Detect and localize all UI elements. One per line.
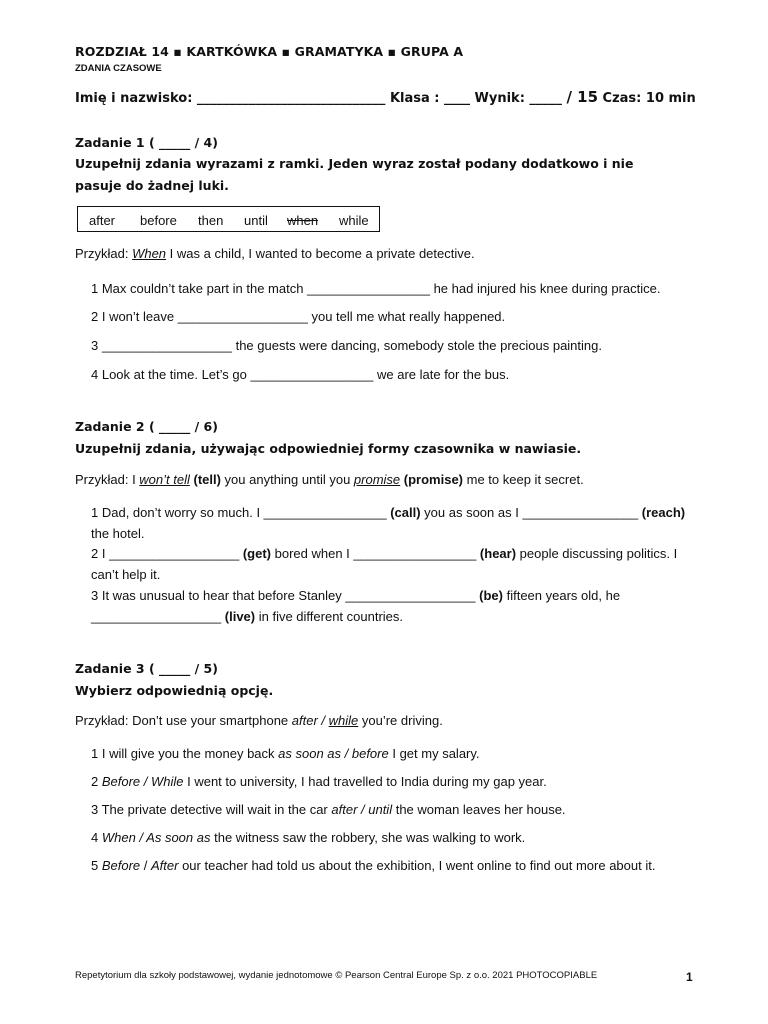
item-number: 2 (91, 774, 102, 789)
example-text: you anything until you (220, 472, 354, 487)
item-options: When / As soon as (101, 830, 211, 845)
task3-example (75, 713, 443, 728)
item-verb: (hear) (479, 546, 517, 561)
item-verb: (reach) (641, 505, 686, 520)
item-number: 3 (91, 802, 102, 817)
item-options: as soon as / before (278, 746, 389, 761)
word-box-item: then (198, 213, 224, 228)
task1-instruction: Uzupełnij zdania wyrazami z ramki. Jeden wyraz został podany dodatkowo i nie pasuje do żadnej luki. (75, 156, 634, 193)
item-option: After (151, 858, 179, 873)
example-text: I was a child, I wanted to become a private detective. (166, 246, 475, 261)
time-limit: Czas: 10 min (598, 91, 696, 106)
item-text: people discussing politics. I can’t help it. (91, 546, 678, 582)
task1-item-4: 4 Look at the time. Let’s go _________________ we are late for the bus. (91, 367, 510, 382)
task1-example (75, 246, 475, 261)
example-answer: When (132, 246, 167, 261)
example-option: after / (291, 713, 329, 728)
task2-item-2 (91, 543, 691, 585)
item-text: I will give you the money back (101, 746, 279, 761)
task3-item-1 (91, 746, 480, 761)
item-text: bored when I _________________ (271, 546, 480, 561)
word-box (77, 206, 380, 232)
task3-item-5 (91, 858, 655, 873)
item-text: 2 I __________________ (91, 546, 243, 561)
example-text: you’re driving. (358, 713, 443, 728)
task2-heading: Zadanie 2 ( _____ / 6) (75, 419, 218, 434)
example-answer: promise (353, 472, 401, 487)
task1-item-2: 2 I won’t leave __________________ you tell me what really happened. (91, 309, 506, 324)
score-total: / 15 (566, 88, 599, 106)
example-answer: won’t tell (139, 472, 190, 487)
task2-instruction: Uzupełnij zdania, używając odpowiedniej formy czasownika w nawiasie. (75, 441, 582, 456)
item-text: the witness saw the robbery, she was walking to work. (210, 830, 526, 845)
item-verb: (live) (224, 609, 256, 624)
example-answer: while (328, 713, 359, 728)
name-class-score-fields: Imię i nazwisko: _____________________________ Klasa : ____ Wynik: _____ (75, 91, 567, 106)
item-text: our teacher had told us about the exhibition, I went online to find out more about it. (178, 858, 656, 873)
task1-heading: Zadanie 1 ( _____ / 4) (75, 135, 218, 150)
item-option-separator: / (140, 858, 151, 873)
item-verb: (be) (479, 588, 503, 603)
item-text: I get my salary. (388, 746, 480, 761)
item-options: after / until (331, 802, 393, 817)
example-verb: (tell) (189, 472, 221, 487)
task3-instruction: Wybierz odpowiednią opcję. (75, 683, 274, 698)
student-info-line (75, 88, 696, 106)
item-text: in five different countries. (255, 609, 404, 624)
item-verb: (call) (390, 505, 421, 520)
page-number: 1 (686, 970, 693, 984)
task3-heading: Zadanie 3 ( _____ / 5) (75, 661, 218, 676)
task1-item-1: 1 Max couldn’t take part in the match _________________ he had injured his knee during practice. (91, 281, 661, 296)
task2-item-3 (91, 585, 636, 627)
task1-item-3: 3 __________________ the guests were dancing, somebody stole the precious painting. (91, 338, 602, 353)
example-text: Przykład: Don’t use your smartphone (75, 713, 292, 728)
item-option: Before (101, 858, 141, 873)
task3-item-4 (91, 830, 525, 845)
word-box-item: until (244, 213, 268, 228)
task3-item-3 (91, 802, 566, 817)
item-text: the woman leaves her house. (392, 802, 566, 817)
item-text: 3 It was unusual to hear that before Stanley __________________ (91, 588, 480, 603)
word-box-item: while (339, 213, 369, 228)
item-text: the hotel. (91, 526, 145, 541)
task2-item-1 (91, 502, 701, 544)
example-text: me to keep it secret. (463, 472, 584, 487)
item-text: fifteen years old, he __________________ (91, 588, 621, 624)
word-box-item-crossed: when (287, 213, 319, 228)
word-box-item: after (89, 213, 116, 228)
example-text: Przykład: I (75, 472, 140, 487)
example-label: Przykład: (75, 246, 133, 261)
task2-example (75, 472, 584, 487)
item-text: The private detective will wait in the car (101, 802, 332, 817)
item-options: Before / While (101, 774, 184, 789)
item-text: 1 Dad, don’t worry so much. I _________________ (91, 505, 391, 520)
word-box-item: before (140, 213, 177, 228)
item-number: 4 (91, 830, 102, 845)
item-number: 1 (91, 746, 102, 761)
item-number: 5 (91, 858, 102, 873)
footer-copyright: Repetytorium dla szkoły podstawowej, wydanie jednotomowe © Pearson Central Europe Sp. z o.o. 2021 PHOTOCOPIABLE (75, 970, 598, 981)
example-verb: (promise) (400, 472, 464, 487)
item-verb: (get) (242, 546, 271, 561)
worksheet-subtitle: ZDANIA CZASOWE (75, 63, 162, 74)
item-text: you as soon as I ________________ (420, 505, 642, 520)
worksheet-title: ROZDZIAŁ 14 ▪ KARTKÓWKA ▪ GRAMATYKA ▪ GRUPA A (75, 44, 464, 59)
item-text: I went to university, I had travelled to India during my gap year. (183, 774, 547, 789)
task3-item-2 (91, 774, 547, 789)
